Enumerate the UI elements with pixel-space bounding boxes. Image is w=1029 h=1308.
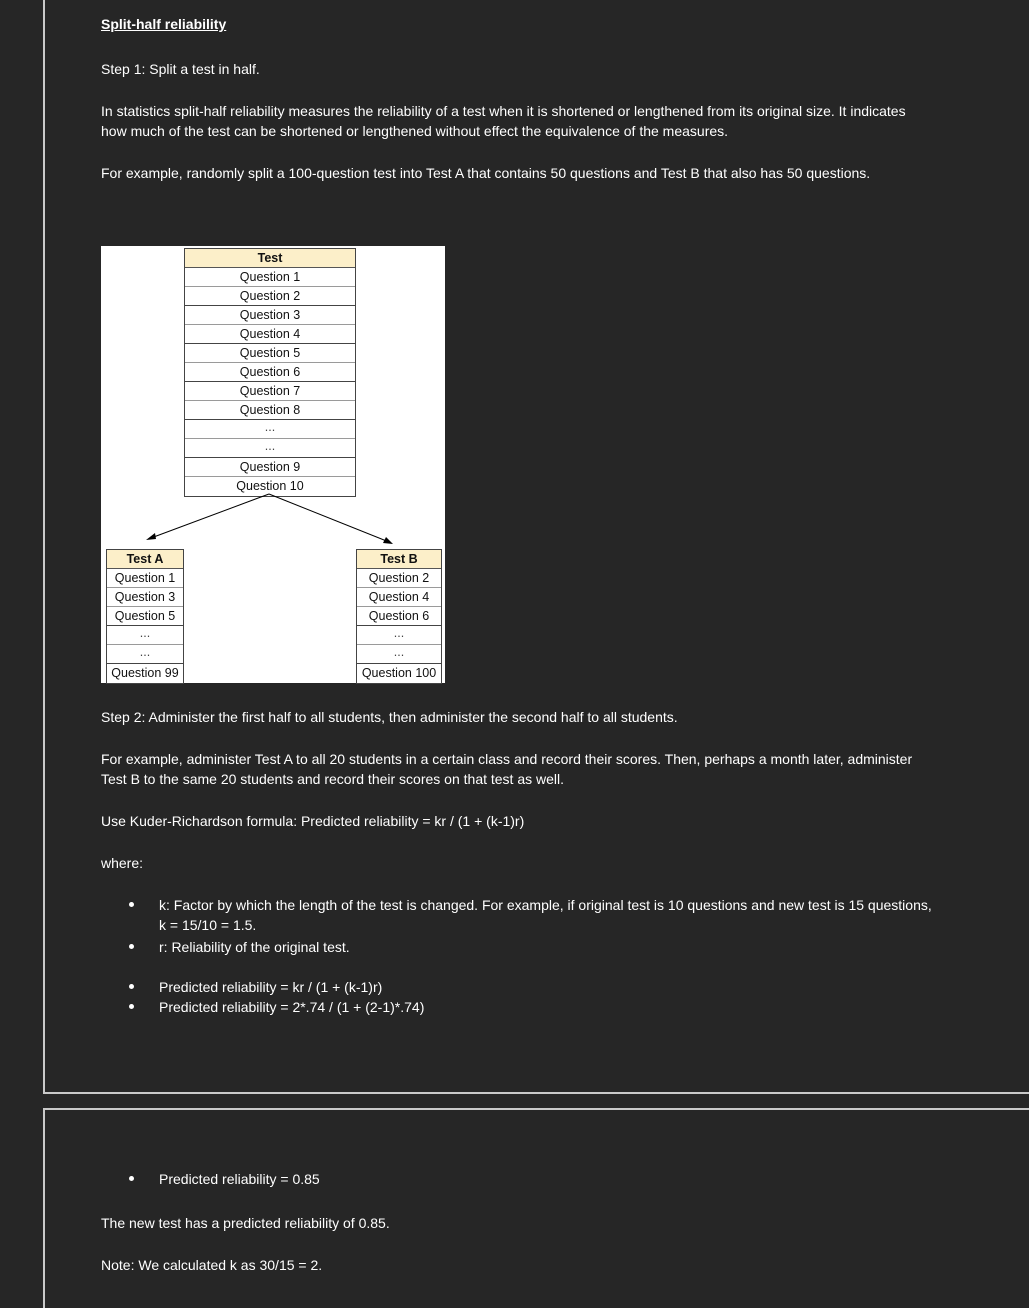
test-table-row: Question 7 <box>185 382 355 401</box>
example2-line-2: Test B to the same 20 students and record their scores on that test as well. <box>101 771 565 787</box>
test-a-row: Question 5 <box>107 607 183 626</box>
arrow-head-left <box>146 533 156 540</box>
note-text: Note: We calculated k as 30/15 = 2. <box>101 1257 323 1273</box>
bullet-r: r: Reliability of the original test. <box>159 939 350 955</box>
content-panel-2 <box>43 1108 1029 1308</box>
bullet-icon <box>129 1004 134 1009</box>
test-a-row: Question 1 <box>107 569 183 588</box>
arrow-head-right <box>383 537 393 544</box>
bullet-icon <box>129 984 134 989</box>
test-b-header: Test B <box>357 550 441 569</box>
test-b-row: Question 4 <box>357 588 441 607</box>
arrow-line-left <box>151 494 269 538</box>
bullet-substituted: Predicted reliability = 2*.74 / (1 + (2-1)*.74) <box>159 999 425 1015</box>
test-a-row: Question 99 <box>111 666 179 680</box>
test-table-row: Question 6 <box>185 363 355 382</box>
test-table-row: Question 10 <box>236 479 304 493</box>
step1-text: Step 1: Split a test in half. <box>101 61 260 77</box>
bullet-k-line-1: k: Factor by which the length of the test is changed. For example, if original test is 10 questions and new test is 15 questions, <box>159 897 932 913</box>
where-label: where: <box>101 855 144 871</box>
bullet-icon <box>129 1176 134 1181</box>
bullet-result: Predicted reliability = 0.85 <box>159 1171 320 1187</box>
bullet-k-line-2: k = 15/10 = 1.5. <box>159 917 257 933</box>
test-a-row: ... <box>107 645 183 664</box>
arrow-line-right <box>269 494 389 542</box>
test-table-row: Question 9 <box>185 458 355 477</box>
bullet-formula: Predicted reliability = kr / (1 + (k-1)r) <box>159 979 383 995</box>
test-table-row: Question 5 <box>185 344 355 363</box>
test-table-row: Question 2 <box>185 287 355 306</box>
example1-text: For example, randomly split a 100-question test into Test A that contains 50 questions and Test B that also has 50 questions. <box>101 165 871 181</box>
test-b-row: Question 6 <box>357 607 441 626</box>
bullet-icon <box>129 944 134 949</box>
formula-intro: Use Kuder-Richardson formula: Predicted reliability = kr / (1 + (k-1)r) <box>101 813 525 829</box>
split-diagram <box>101 246 445 683</box>
test-table-row: Question 8 <box>185 401 355 420</box>
bullet-icon <box>129 902 134 907</box>
test-table-row: Question 3 <box>185 306 355 325</box>
test-table-row: ... <box>185 439 355 458</box>
test-table-row: Question 1 <box>185 268 355 287</box>
test-b-row: ... <box>357 626 441 645</box>
test-table-row: Question 4 <box>185 325 355 344</box>
intro-line-1: In statistics split-half reliability measures the reliability of a test when it is shortened or lengthened from its original size. It indicates <box>101 103 906 119</box>
intro-line-2: how much of the test can be shortened or lengthened without effect the equivalence of the measures. <box>101 123 729 139</box>
test-a-row: Question 3 <box>107 588 183 607</box>
section-title: Split-half reliability <box>101 16 227 32</box>
test-b-table <box>356 549 442 684</box>
step2-text: Step 2: Administer the first half to all students, then administer the second half to all students. <box>101 709 678 725</box>
test-a-header: Test A <box>107 550 183 569</box>
test-a-table <box>106 549 184 684</box>
test-a-row: ... <box>107 626 183 645</box>
test-b-row: Question 2 <box>357 569 441 588</box>
example2-line-1: For example, administer Test A to all 20 students in a certain class and record their scores. Then, perhaps a month later, administer <box>101 751 913 767</box>
conclusion-text: The new test has a predicted reliability of 0.85. <box>101 1215 390 1231</box>
test-table-row: ... <box>185 420 355 439</box>
test-table-header: Test <box>185 249 355 268</box>
test-b-row: Question 100 <box>361 666 437 680</box>
test-b-row: ... <box>357 645 441 664</box>
